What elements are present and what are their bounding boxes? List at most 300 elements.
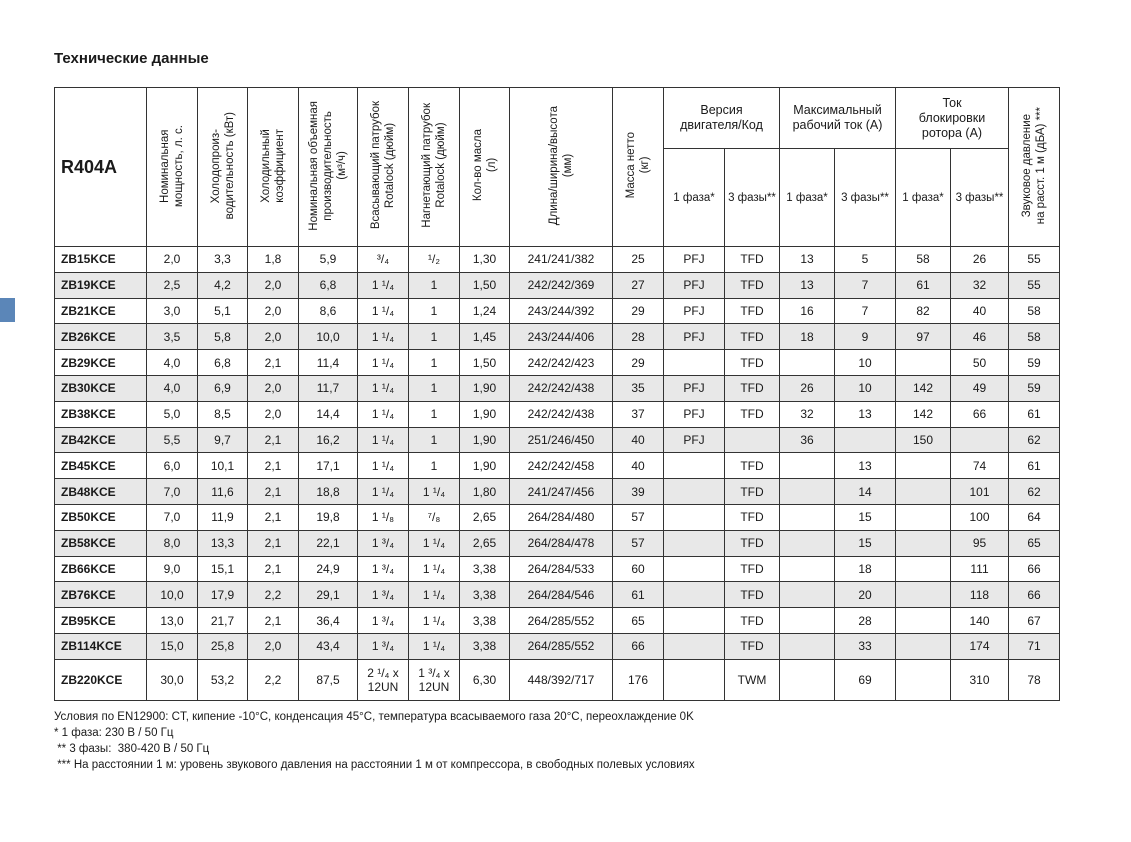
header-cooling-capacity: Холодопроиз- водительность (кВт) (198, 88, 248, 247)
header-dimensions: Длина/ширина/высота (мм) (510, 88, 613, 247)
cell-discharge-port: 1 (409, 272, 460, 298)
cell-model: ZB30KCE (55, 375, 147, 401)
cell-lra-1-phase (896, 556, 951, 582)
cell-volume-flow: 8,6 (299, 298, 358, 324)
cell-current-1-phase (780, 479, 835, 505)
cell-suction-port: 1 ³/₄ (358, 608, 409, 634)
cell-lra-3-phase: 310 (951, 659, 1009, 700)
cell-motor-1-phase: PFJ (664, 324, 725, 350)
cell-oil: 1,50 (460, 272, 510, 298)
cell-lra-3-phase: 26 (951, 247, 1009, 273)
cell-mass: 37 (613, 401, 664, 427)
cell-model: ZB26KCE (55, 324, 147, 350)
cell-current-1-phase: 16 (780, 298, 835, 324)
cell-volume-flow: 11,4 (299, 350, 358, 376)
cell-mass: 28 (613, 324, 664, 350)
cell-current-1-phase: 36 (780, 427, 835, 453)
cell-lra-3-phase: 118 (951, 582, 1009, 608)
header-motor-version: Версия двигателя/Код (664, 88, 780, 149)
cell-lra-3-phase: 49 (951, 375, 1009, 401)
cell-oil: 1,90 (460, 453, 510, 479)
cell-discharge-port: 1 (409, 350, 460, 376)
cell-lra-3-phase: 140 (951, 608, 1009, 634)
cell-model: ZB50KCE (55, 504, 147, 530)
page-title: Технические данные (54, 50, 209, 67)
cell-current-1-phase (780, 633, 835, 659)
cell-motor-1-phase (664, 530, 725, 556)
cell-motor-3-phase: TFD (725, 453, 780, 479)
cell-discharge-port: 1 (409, 375, 460, 401)
cell-motor-3-phase (725, 427, 780, 453)
cell-mass: 40 (613, 453, 664, 479)
cell-model: ZB48KCE (55, 479, 147, 505)
cell-cooling-capacity: 6,9 (198, 375, 248, 401)
cell-power: 30,0 (147, 659, 198, 700)
table-body (55, 247, 1060, 701)
cell-power: 3,0 (147, 298, 198, 324)
subheader-1-phase: 1 фаза* (780, 149, 835, 247)
cell-cooling-capacity: 10,1 (198, 453, 248, 479)
cell-model: ZB58KCE (55, 530, 147, 556)
side-tab-marker (0, 298, 15, 322)
cell-current-3-phase: 7 (835, 298, 896, 324)
cell-lra-3-phase: 46 (951, 324, 1009, 350)
header-power: Номинальная мощность, л. с. (147, 88, 198, 247)
cell-cooling-capacity: 13,3 (198, 530, 248, 556)
table-row (55, 608, 1060, 634)
cell-cop: 2,0 (248, 298, 299, 324)
cell-sound-pressure: 66 (1009, 556, 1060, 582)
cell-mass: 61 (613, 582, 664, 608)
cell-cop: 1,8 (248, 247, 299, 273)
cell-discharge-port: 1 ¹/₄ (409, 530, 460, 556)
cell-suction-port: 1 ³/₄ (358, 530, 409, 556)
cell-suction-port: 1 ¹/₄ (358, 479, 409, 505)
cell-suction-port: ³/₄ (358, 247, 409, 273)
header-sound-pressure: Звуковое давление на расст. 1 м (дБА) *** (1009, 88, 1060, 247)
cell-volume-flow: 87,5 (299, 659, 358, 700)
cell-discharge-port: 1 ¹/₄ (409, 633, 460, 659)
cell-sound-pressure: 65 (1009, 530, 1060, 556)
cell-motor-1-phase (664, 659, 725, 700)
cell-current-1-phase (780, 608, 835, 634)
note-1-phase: * 1 фаза: 230 В / 50 Гц (54, 727, 174, 739)
cell-motor-1-phase: PFJ (664, 298, 725, 324)
cell-oil: 3,38 (460, 582, 510, 608)
cell-model: ZB42KCE (55, 427, 147, 453)
cell-power: 5,5 (147, 427, 198, 453)
cell-dimensions: 242/242/438 (510, 375, 613, 401)
cell-cop: 2,0 (248, 324, 299, 350)
cell-cop: 2,2 (248, 659, 299, 700)
cell-power: 6,0 (147, 453, 198, 479)
cell-oil: 1,45 (460, 324, 510, 350)
cell-lra-1-phase: 150 (896, 427, 951, 453)
cell-cop: 2,1 (248, 479, 299, 505)
cell-discharge-port: ¹/₂ (409, 247, 460, 273)
cell-dimensions: 264/284/478 (510, 530, 613, 556)
cell-dimensions: 241/247/456 (510, 479, 613, 505)
cell-dimensions: 243/244/392 (510, 298, 613, 324)
cell-lra-1-phase: 97 (896, 324, 951, 350)
cell-current-3-phase: 13 (835, 453, 896, 479)
cell-cop: 2,1 (248, 556, 299, 582)
subheader-1-phase: 1 фаза* (664, 149, 725, 247)
cell-motor-3-phase: TWM (725, 659, 780, 700)
cell-discharge-port: 1 ¹/₄ (409, 556, 460, 582)
cell-sound-pressure: 67 (1009, 608, 1060, 634)
cell-current-3-phase: 33 (835, 633, 896, 659)
cell-lra-3-phase: 50 (951, 350, 1009, 376)
cell-volume-flow: 16,2 (299, 427, 358, 453)
cell-cooling-capacity: 53,2 (198, 659, 248, 700)
cell-cooling-capacity: 5,1 (198, 298, 248, 324)
cell-oil: 3,38 (460, 633, 510, 659)
cell-power: 8,0 (147, 530, 198, 556)
cell-motor-3-phase: TFD (725, 375, 780, 401)
cell-motor-1-phase (664, 582, 725, 608)
cell-oil: 1,30 (460, 247, 510, 273)
cell-lra-1-phase (896, 479, 951, 505)
cell-motor-3-phase: TFD (725, 272, 780, 298)
cell-cop: 2,1 (248, 530, 299, 556)
cell-current-1-phase: 13 (780, 272, 835, 298)
cell-sound-pressure: 78 (1009, 659, 1060, 700)
header-oil: Кол-во масла (л) (460, 88, 510, 247)
cell-cop: 2,1 (248, 453, 299, 479)
cell-cooling-capacity: 3,3 (198, 247, 248, 273)
cell-model: ZB66KCE (55, 556, 147, 582)
cell-dimensions: 242/242/438 (510, 401, 613, 427)
cell-current-1-phase: 13 (780, 247, 835, 273)
table-row (55, 247, 1060, 273)
cell-suction-port: 1 ¹/₄ (358, 427, 409, 453)
cell-mass: 25 (613, 247, 664, 273)
cell-motor-1-phase (664, 350, 725, 376)
header-max-current: Максимальный рабочий ток (А) (780, 88, 896, 149)
cell-current-3-phase: 14 (835, 479, 896, 505)
cell-model: ZB45KCE (55, 453, 147, 479)
cell-current-1-phase (780, 350, 835, 376)
cell-cop: 2,1 (248, 427, 299, 453)
cell-discharge-port: 1 ¹/₄ (409, 479, 460, 505)
cell-sound-pressure: 62 (1009, 427, 1060, 453)
cell-dimensions: 264/284/546 (510, 582, 613, 608)
cell-suction-port: 2 ¹/₄ x 12UN (358, 659, 409, 700)
cell-volume-flow: 11,7 (299, 375, 358, 401)
cell-suction-port: 1 ¹/₄ (358, 401, 409, 427)
cell-model: ZB21KCE (55, 298, 147, 324)
cell-sound-pressure: 61 (1009, 401, 1060, 427)
cell-model: ZB19KCE (55, 272, 147, 298)
cell-lra-3-phase: 66 (951, 401, 1009, 427)
cell-motor-1-phase: PFJ (664, 375, 725, 401)
cell-power: 13,0 (147, 608, 198, 634)
cell-oil: 1,90 (460, 427, 510, 453)
cell-discharge-port: 1 (409, 453, 460, 479)
cell-sound-pressure: 58 (1009, 324, 1060, 350)
cell-lra-1-phase: 82 (896, 298, 951, 324)
header-suction-port: Всасывающий патрубок Rotalock (дюйм) (358, 88, 409, 247)
cell-dimensions: 264/284/533 (510, 556, 613, 582)
cell-cooling-capacity: 25,8 (198, 633, 248, 659)
cell-oil: 3,38 (460, 556, 510, 582)
cell-discharge-port: 1 (409, 401, 460, 427)
cell-volume-flow: 10,0 (299, 324, 358, 350)
cell-model: ZB38KCE (55, 401, 147, 427)
table-row (55, 298, 1060, 324)
cell-volume-flow: 19,8 (299, 504, 358, 530)
cell-lra-3-phase: 40 (951, 298, 1009, 324)
cell-power: 15,0 (147, 633, 198, 659)
cell-sound-pressure: 58 (1009, 298, 1060, 324)
cell-volume-flow: 24,9 (299, 556, 358, 582)
cell-dimensions: 264/284/480 (510, 504, 613, 530)
cell-current-3-phase: 20 (835, 582, 896, 608)
cell-volume-flow: 18,8 (299, 479, 358, 505)
cell-oil: 1,80 (460, 479, 510, 505)
cell-dimensions: 264/285/552 (510, 608, 613, 634)
cell-model: ZB29KCE (55, 350, 147, 376)
cell-oil: 2,65 (460, 530, 510, 556)
cell-cooling-capacity: 11,9 (198, 504, 248, 530)
cell-cooling-capacity: 6,8 (198, 350, 248, 376)
subheader-3-phase: 3 фазы** (835, 149, 896, 247)
cell-dimensions: 243/244/406 (510, 324, 613, 350)
cell-volume-flow: 36,4 (299, 608, 358, 634)
cell-sound-pressure: 66 (1009, 582, 1060, 608)
cell-current-3-phase: 5 (835, 247, 896, 273)
cell-suction-port: 1 ³/₄ (358, 582, 409, 608)
cell-mass: 35 (613, 375, 664, 401)
header-volume-flow: Номинальная объемная производительность (м³/ч) (299, 88, 358, 247)
cell-volume-flow: 14,4 (299, 401, 358, 427)
cell-motor-1-phase: PFJ (664, 247, 725, 273)
cell-volume-flow: 22,1 (299, 530, 358, 556)
cell-cop: 2,1 (248, 504, 299, 530)
cell-lra-1-phase (896, 530, 951, 556)
table-row (55, 453, 1060, 479)
cell-cop: 2,0 (248, 401, 299, 427)
cell-cop: 2,1 (248, 608, 299, 634)
cell-cooling-capacity: 8,5 (198, 401, 248, 427)
cell-dimensions: 264/285/552 (510, 633, 613, 659)
cell-lra-1-phase (896, 582, 951, 608)
cell-lra-3-phase: 101 (951, 479, 1009, 505)
cell-motor-1-phase (664, 453, 725, 479)
cell-current-3-phase: 28 (835, 608, 896, 634)
cell-cooling-capacity: 9,7 (198, 427, 248, 453)
cell-suction-port: 1 ¹/₄ (358, 272, 409, 298)
subheader-3-phase: 3 фазы** (951, 149, 1009, 247)
cell-oil: 1,50 (460, 350, 510, 376)
table-row (55, 401, 1060, 427)
cell-motor-3-phase: TFD (725, 633, 780, 659)
cell-current-1-phase (780, 556, 835, 582)
cell-current-3-phase: 13 (835, 401, 896, 427)
cell-mass: 27 (613, 272, 664, 298)
note-3-phase: ** 3 фазы: 380-420 В / 50 Гц (54, 743, 210, 755)
cell-discharge-port: 1 (409, 298, 460, 324)
cell-dimensions: 251/246/450 (510, 427, 613, 453)
cell-current-3-phase: 15 (835, 504, 896, 530)
cell-current-1-phase: 18 (780, 324, 835, 350)
cell-motor-3-phase: TFD (725, 324, 780, 350)
header-mass: Масса нетто (кг) (613, 88, 664, 247)
note-conditions: Условия по EN12900: CT, кипение -10°C, конденсация 45°C, температура всасываемого газа 20°C, переохлаждение 0K (54, 711, 694, 723)
cell-sound-pressure: 55 (1009, 247, 1060, 273)
cell-sound-pressure: 62 (1009, 479, 1060, 505)
cell-cooling-capacity: 17,9 (198, 582, 248, 608)
cell-sound-pressure: 71 (1009, 633, 1060, 659)
cell-lra-1-phase (896, 633, 951, 659)
cell-power: 4,0 (147, 350, 198, 376)
cell-oil: 6,30 (460, 659, 510, 700)
cell-suction-port: 1 ³/₄ (358, 556, 409, 582)
cell-motor-3-phase: TFD (725, 504, 780, 530)
cell-dimensions: 242/242/458 (510, 453, 613, 479)
header-cop: Холодильный коэффициент (248, 88, 299, 247)
cell-cop: 2,0 (248, 272, 299, 298)
table-row (55, 375, 1060, 401)
cell-dimensions: 242/242/369 (510, 272, 613, 298)
cell-current-1-phase (780, 504, 835, 530)
cell-current-3-phase: 9 (835, 324, 896, 350)
cell-motor-1-phase: PFJ (664, 401, 725, 427)
cell-suction-port: 1 ¹/₈ (358, 504, 409, 530)
table-row (55, 324, 1060, 350)
cell-lra-1-phase (896, 659, 951, 700)
cell-current-1-phase (780, 582, 835, 608)
table-row (55, 633, 1060, 659)
cell-motor-1-phase (664, 556, 725, 582)
cell-current-3-phase (835, 427, 896, 453)
cell-model: ZB95KCE (55, 608, 147, 634)
cell-lra-3-phase: 100 (951, 504, 1009, 530)
cell-dimensions: 242/242/423 (510, 350, 613, 376)
cell-discharge-port: 1 (409, 427, 460, 453)
cell-power: 2,0 (147, 247, 198, 273)
cell-power: 7,0 (147, 479, 198, 505)
cell-sound-pressure: 59 (1009, 375, 1060, 401)
cell-cooling-capacity: 5,8 (198, 324, 248, 350)
cell-lra-1-phase: 142 (896, 401, 951, 427)
cell-mass: 176 (613, 659, 664, 700)
cell-cooling-capacity: 11,6 (198, 479, 248, 505)
cell-mass: 29 (613, 350, 664, 376)
table-row (55, 350, 1060, 376)
cell-lra-1-phase (896, 608, 951, 634)
cell-power: 5,0 (147, 401, 198, 427)
cell-oil: 2,65 (460, 504, 510, 530)
cell-current-3-phase: 18 (835, 556, 896, 582)
table-row (55, 504, 1060, 530)
cell-current-3-phase: 69 (835, 659, 896, 700)
cell-current-3-phase: 10 (835, 350, 896, 376)
cell-cooling-capacity: 4,2 (198, 272, 248, 298)
cell-lra-1-phase (896, 350, 951, 376)
cell-mass: 29 (613, 298, 664, 324)
cell-discharge-port: 1 (409, 324, 460, 350)
cell-mass: 60 (613, 556, 664, 582)
cell-power: 7,0 (147, 504, 198, 530)
cell-motor-3-phase: TFD (725, 582, 780, 608)
cell-current-1-phase (780, 659, 835, 700)
cell-discharge-port: 1 ¹/₄ (409, 608, 460, 634)
footnotes (54, 709, 695, 773)
cell-suction-port: 1 ¹/₄ (358, 453, 409, 479)
cell-cooling-capacity: 21,7 (198, 608, 248, 634)
cell-dimensions: 448/392/717 (510, 659, 613, 700)
cell-volume-flow: 29,1 (299, 582, 358, 608)
note-sound: *** На расстоянии 1 м: уровень звукового давления на расстоянии 1 м от компрессора, в свободных полевых условиях (54, 759, 695, 771)
cell-power: 2,5 (147, 272, 198, 298)
cell-lra-3-phase: 32 (951, 272, 1009, 298)
table-row (55, 479, 1060, 505)
cell-current-3-phase: 15 (835, 530, 896, 556)
cell-oil: 1,90 (460, 375, 510, 401)
cell-suction-port: 1 ³/₄ (358, 633, 409, 659)
cell-motor-3-phase: TFD (725, 479, 780, 505)
cell-volume-flow: 6,8 (299, 272, 358, 298)
cell-motor-3-phase: TFD (725, 401, 780, 427)
cell-motor-1-phase (664, 479, 725, 505)
table-row (55, 272, 1060, 298)
cell-cop: 2,1 (248, 350, 299, 376)
cell-discharge-port: ⁷/₈ (409, 504, 460, 530)
refrigerant-label: R404A (55, 88, 147, 247)
cell-volume-flow: 43,4 (299, 633, 358, 659)
cell-cooling-capacity: 15,1 (198, 556, 248, 582)
cell-power: 9,0 (147, 556, 198, 582)
cell-model: ZB220KCE (55, 659, 147, 700)
table-row (55, 427, 1060, 453)
cell-mass: 57 (613, 504, 664, 530)
header-locked-rotor-current: Ток блокировки ротора (А) (896, 88, 1009, 149)
cell-mass: 57 (613, 530, 664, 556)
cell-cop: 2,0 (248, 633, 299, 659)
cell-suction-port: 1 ¹/₄ (358, 350, 409, 376)
cell-model: ZB76KCE (55, 582, 147, 608)
cell-volume-flow: 5,9 (299, 247, 358, 273)
table-row (55, 582, 1060, 608)
cell-power: 3,5 (147, 324, 198, 350)
cell-motor-3-phase: TFD (725, 530, 780, 556)
cell-motor-1-phase (664, 608, 725, 634)
cell-suction-port: 1 ¹/₄ (358, 298, 409, 324)
cell-motor-1-phase: PFJ (664, 427, 725, 453)
cell-lra-1-phase (896, 453, 951, 479)
cell-current-3-phase: 10 (835, 375, 896, 401)
subheader-1-phase: 1 фаза* (896, 149, 951, 247)
cell-current-3-phase: 7 (835, 272, 896, 298)
cell-mass: 39 (613, 479, 664, 505)
cell-current-1-phase (780, 530, 835, 556)
cell-lra-3-phase: 95 (951, 530, 1009, 556)
cell-dimensions: 241/241/382 (510, 247, 613, 273)
cell-lra-1-phase: 58 (896, 247, 951, 273)
cell-power: 4,0 (147, 375, 198, 401)
cell-motor-1-phase (664, 633, 725, 659)
subheader-3-phase: 3 фазы** (725, 149, 780, 247)
cell-discharge-port: 1 ¹/₄ (409, 582, 460, 608)
table-row (55, 659, 1060, 700)
cell-motor-1-phase (664, 504, 725, 530)
cell-current-1-phase: 26 (780, 375, 835, 401)
table-row (55, 530, 1060, 556)
cell-motor-3-phase: TFD (725, 247, 780, 273)
tech-data-table (54, 87, 1060, 701)
